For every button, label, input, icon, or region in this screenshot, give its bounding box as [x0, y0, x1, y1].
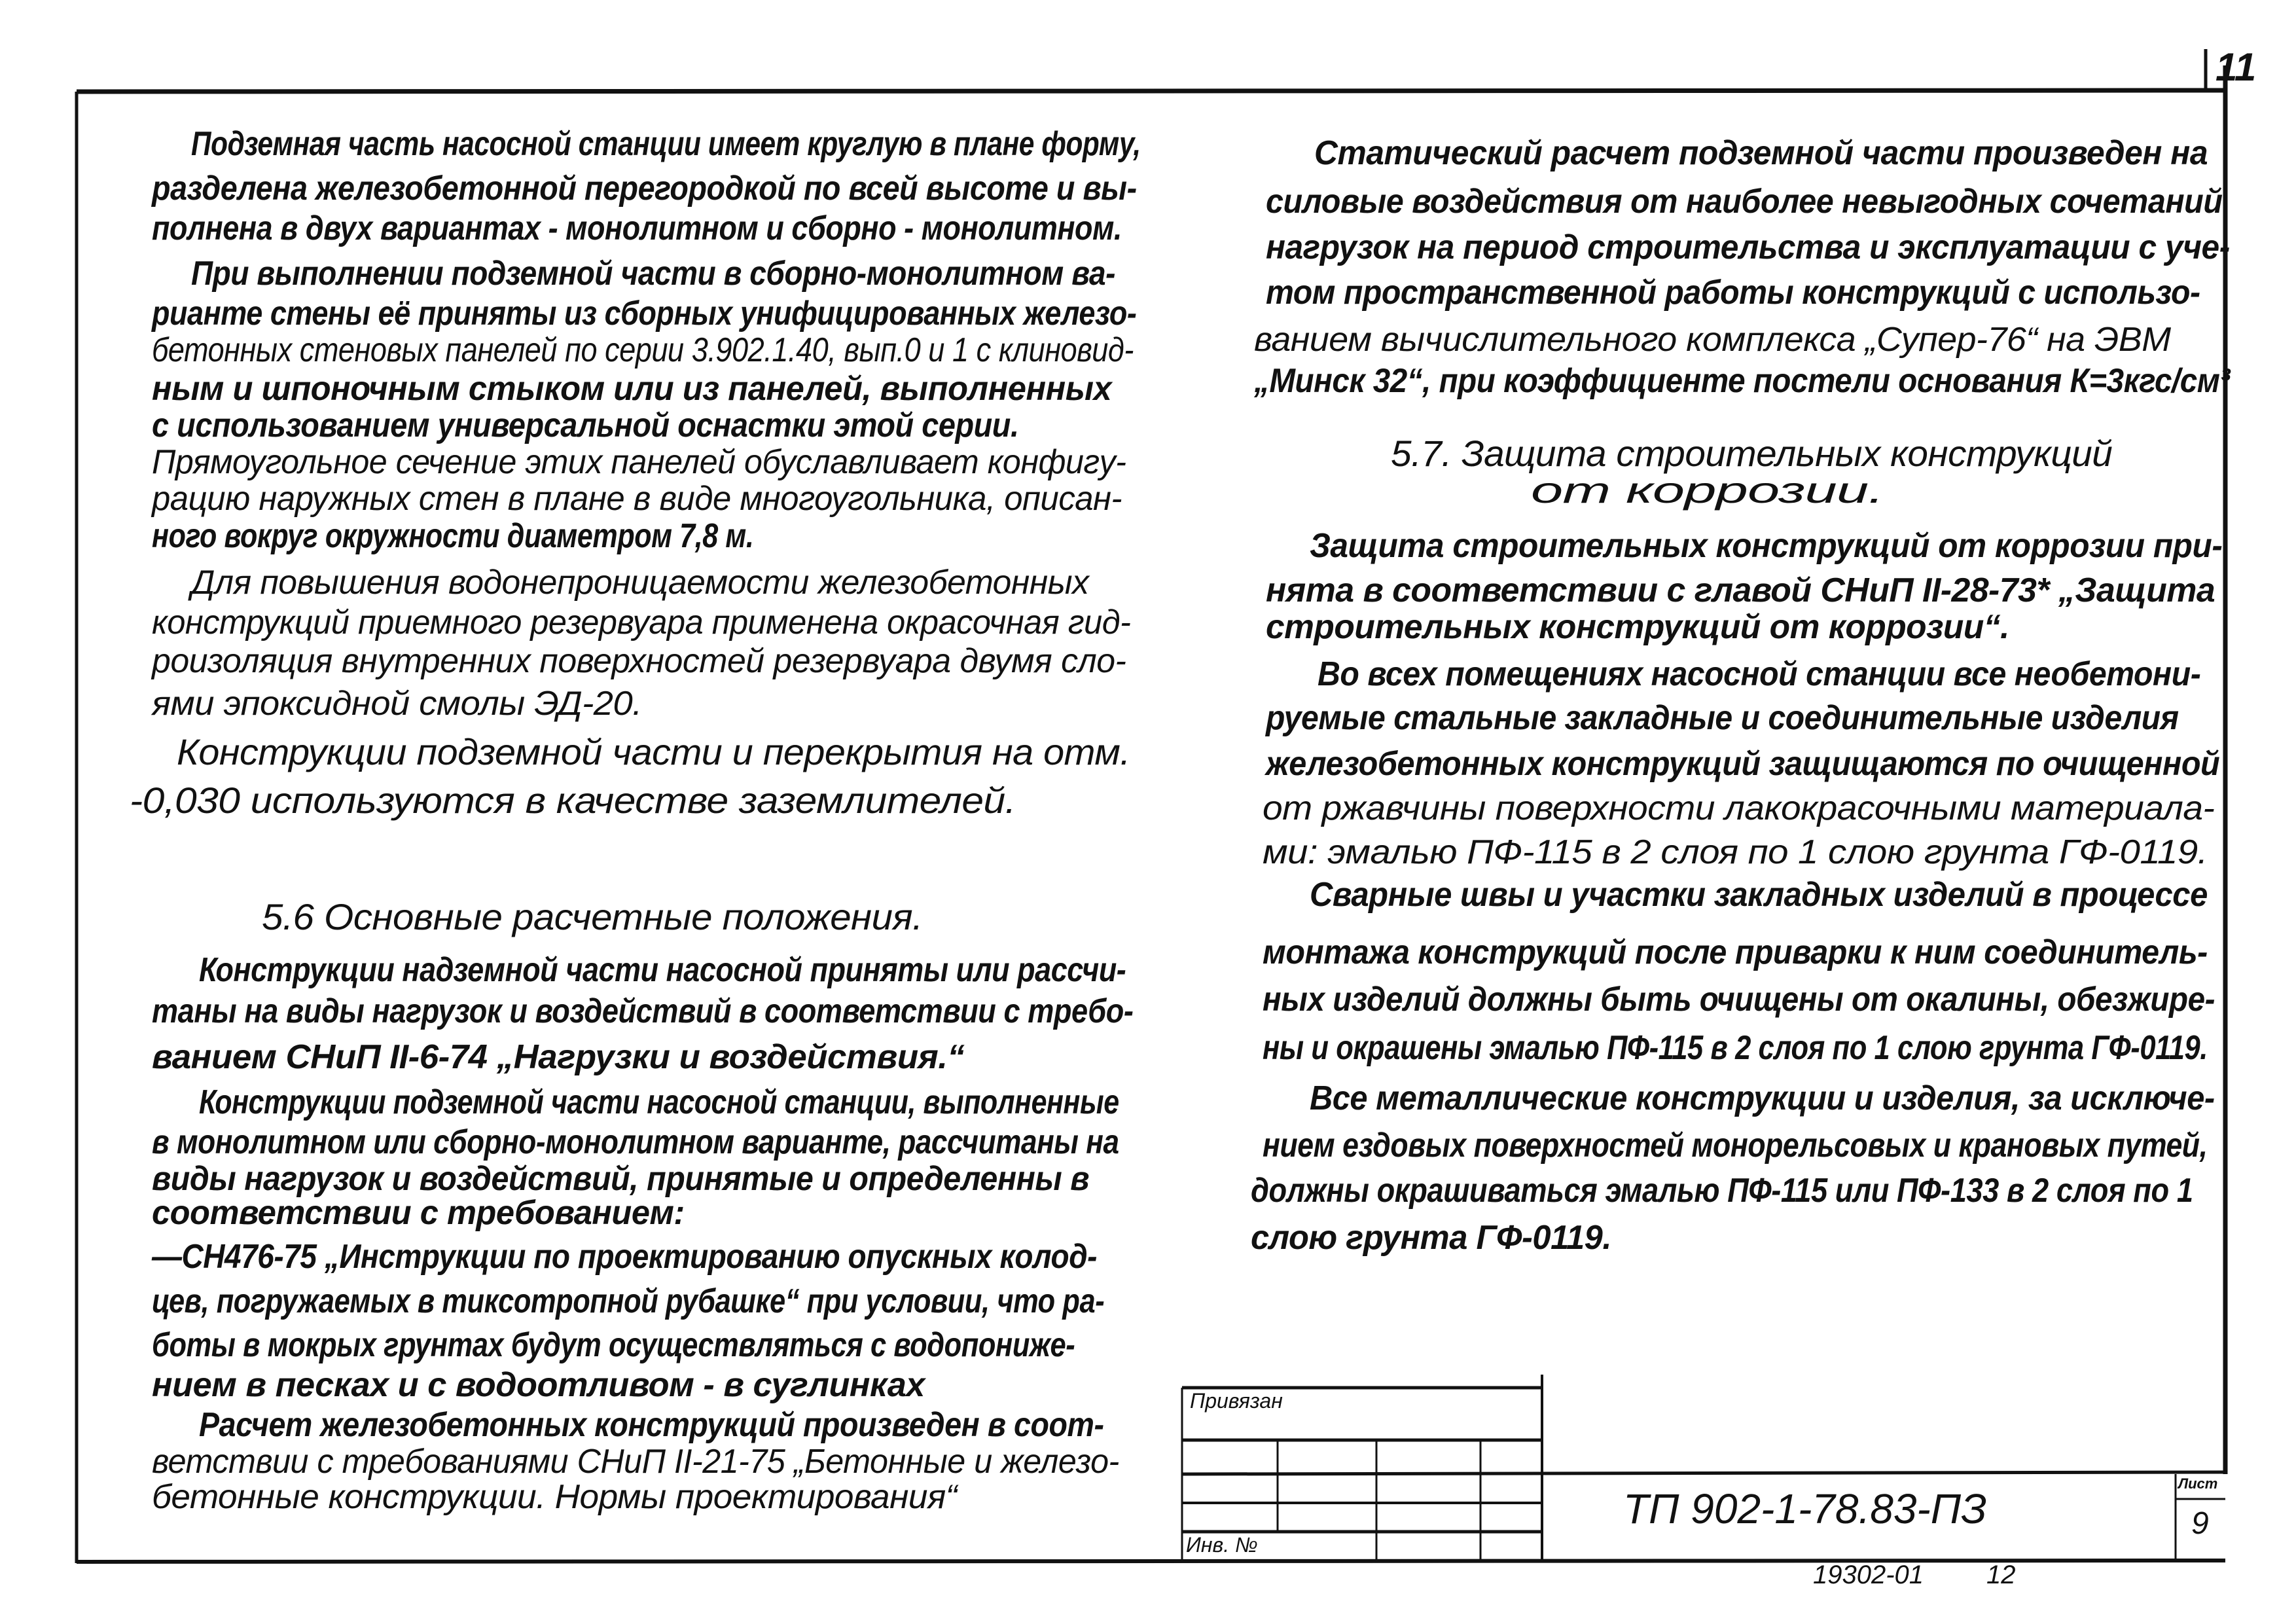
text-line: ветствии с требованиями СНиП II-21-75 „Бетонные и железо-: [151, 1442, 1119, 1481]
text-line: рианте стены её приняты из сборных унифицированных железо-: [151, 294, 1137, 333]
text-line: ных изделий должны быть очищены от окалины, обезжире-: [1263, 980, 2215, 1019]
stamp-number: 12: [1986, 1561, 2016, 1589]
text-line: боты в мокрых грунтах будут осуществляться с водопониже-: [151, 1326, 1075, 1365]
section-heading-5-7: 5.7. Защита строительных конструкций: [1391, 432, 2113, 474]
text-line: ми: эмалью ПФ-115 в 2 слоя по 1 слою грунта ГФ-0119.: [1263, 833, 2208, 871]
text-line: -0,030 используются в качестве заземлителей.: [129, 780, 1016, 821]
text-line: роизоляция внутренних поверхностей резервуара двумя сло-: [151, 641, 1126, 680]
text-line: полнена в двух вариантах - монолитном и сборно - монолитном.: [151, 209, 1122, 247]
text-line: соответствии с требованием:: [151, 1193, 685, 1232]
text-line: „Минск 32“, при коэффициенте постели основания К=3кгс/см³: [1253, 362, 2230, 401]
text-line: с использованием универсальной оснастки этой серии.: [151, 406, 1019, 444]
text-line: силовые воздействия от наиболее невыгодных сочетаний: [1265, 183, 2223, 221]
text-line: рацию наружных стен в плане в виде многоугольника, описан-: [151, 480, 1122, 518]
text-line: руемые стальные закладные и соединительные изделия: [1265, 699, 2179, 738]
text-line: нята в соответствии с главой СНиП II-28-73* „Защита: [1265, 571, 2215, 609]
text-line: разделена железобетонной перегородкой по всей высоте и вы-: [151, 169, 1137, 208]
sheet-number: 9: [2191, 1506, 2209, 1541]
text-line: Все металлические конструкции и изделия, за исключе-: [1310, 1079, 2215, 1117]
text-line: должны окрашиваться эмалью ПФ-115 или ПФ-133 в 2 слоя по 1: [1251, 1172, 2193, 1210]
text-line: бетонных стеновых панелей по серии 3.902.1.40, вып.0 и 1 с клиновид-: [151, 331, 1134, 370]
text-line: —СН476-75 „Инструкции по проектированию опускных колод-: [151, 1238, 1097, 1276]
sheet-label: Лист: [2178, 1475, 2218, 1492]
text-line: нием ездовых поверхностей монорельсовых и крановых путей,: [1263, 1126, 2208, 1164]
text-line: При выполнении подземной части в сборно-монолитном ва-: [191, 255, 1116, 293]
text-line: Для повышения водонепроницаемости железобетонных: [191, 564, 1089, 602]
text-line: цев, погружаемых в тиксотропной рубашке“ при условии, что ра-: [151, 1282, 1104, 1320]
text-line: Конструкции подземной части насосной станции, выполненные: [198, 1083, 1119, 1122]
document-code: ТП 902-1-78.83-ПЗ: [1623, 1485, 1987, 1532]
text-line: Сварные швы и участки закладных изделий в процессе: [1310, 876, 2208, 914]
text-line: ванием вычислительного комплекса „Супер-76“ на ЭВМ: [1253, 321, 2171, 359]
text-line: Защита строительных конструкций от коррозии при-: [1310, 527, 2223, 566]
text-line: ным и шпоночным стыком или из панелей, выполненных: [151, 369, 1111, 408]
text-line: Подземная часть насосной станции имеет круглую в плане форму,: [191, 125, 1141, 164]
privyazan-label: Привязан: [1190, 1389, 1283, 1413]
text-line: ны и окрашены эмалью ПФ-115 в 2 слоя по 1 слою грунта ГФ-0119.: [1263, 1029, 2208, 1068]
text-line: от ржавчины поверхности лакокрасочными материала-: [1263, 789, 2215, 827]
text-line: Статический расчет подземной части произведен на: [1314, 134, 2208, 172]
text-line: Во всех помещениях насосной станции все необетони-: [1317, 655, 2200, 693]
text-line: Конструкции надземной части насосной приняты или рассчи-: [198, 950, 1126, 989]
page-number: 11: [2215, 45, 2257, 89]
text-line: конструкций приемного резервуара применена окрасочная гид-: [151, 604, 1131, 642]
text-line: ванием СНиП II-6-74 „Нагрузки и воздействия.“: [151, 1038, 964, 1076]
text-line: Расчет железобетонных конструкций произведен в соот-: [198, 1405, 1104, 1444]
section-heading-5-6: 5.6 Основные расчетные положения.: [262, 895, 923, 937]
text-line: виды нагрузок и воздействий, принятые и определенны в: [151, 1160, 1089, 1199]
inv-number-label: Инв. №: [1186, 1533, 1258, 1557]
text-line: строительных конструкций от коррозии“.: [1265, 607, 2009, 646]
text-line: Конструкции подземной части и перекрытия на отм.: [176, 731, 1130, 773]
text-line: ного вокруг окружности диаметром 7,8 м.: [151, 516, 753, 555]
text-line: таны на виды нагрузок и воздействий в соответствии с требо-: [151, 992, 1134, 1030]
text-line: нием в песках и с водоотливом - в суглинках: [151, 1366, 925, 1405]
text-line: в монолитном или сборно-монолитном варианте, рассчитаны на: [151, 1123, 1119, 1161]
text-line: слою грунта ГФ-0119.: [1251, 1219, 1612, 1257]
text-line: нагрузок на период строительства и эксплуатации с уче-: [1265, 228, 2230, 266]
text-line: железобетонных конструкций защищаются по очищенной: [1265, 745, 2220, 784]
section-heading-5-7-cont: от коррозии.: [1530, 469, 1884, 511]
stamp-code: 19302-01: [1813, 1561, 1924, 1589]
text-line: монтажа конструкций после приварки к ним соединитель-: [1263, 933, 2208, 971]
text-line: ями эпоксидной смолы ЭД-20.: [151, 684, 642, 723]
text-line: Прямоугольное сечение этих панелей обуславливает конфигу-: [151, 443, 1126, 482]
text-line: том пространственной работы конструкций с использо-: [1265, 274, 2200, 312]
text-line: бетонные конструкции. Нормы проектирования“: [151, 1477, 957, 1516]
